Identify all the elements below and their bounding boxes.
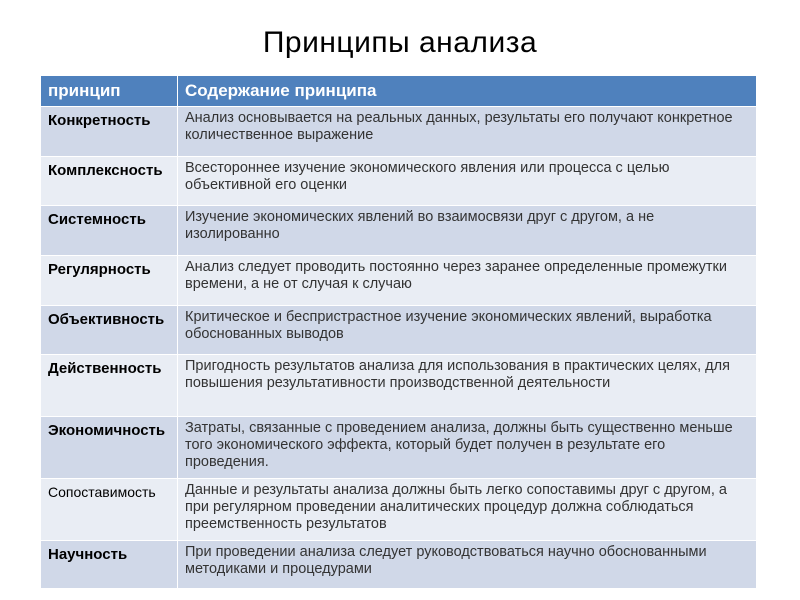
table-row — [41, 355, 757, 417]
table-row — [41, 256, 757, 306]
column-header-content: Содержание принципа — [178, 76, 757, 107]
principle-cell: Системность — [41, 206, 178, 256]
principle-cell: Комплексность — [41, 157, 178, 206]
table-row — [41, 157, 757, 206]
content-cell: При проведении анализа следует руководствоваться научно обоснованными методиками и процедурами — [178, 541, 757, 589]
page-title: Принципы анализа — [262, 26, 538, 59]
principle-cell: Регулярность — [41, 256, 178, 306]
column-header-principle: принцип — [41, 76, 178, 107]
principle-cell: Научность — [41, 541, 178, 589]
table-header-row — [41, 76, 757, 107]
table-row — [41, 541, 757, 589]
table-row — [41, 107, 757, 157]
table-row — [41, 417, 757, 479]
table-row — [41, 306, 757, 355]
table-row — [41, 479, 757, 541]
principles-table — [40, 75, 757, 589]
content-cell: Затраты, связанные с проведением анализа, должны быть существенно меньше того экономического эффекта, который будет получен в результате его проведения. — [178, 417, 757, 479]
content-cell: Анализ основывается на реальных данных, результаты его получают конкретное количественное выражение — [178, 107, 757, 157]
principle-cell: Объективность — [41, 306, 178, 355]
content-cell: Критическое и беспристрастное изучение экономических явлений, выработка обоснованных выводов — [178, 306, 757, 355]
principle-cell: Сопоставимость — [41, 479, 178, 541]
content-cell: Пригодность результатов анализа для использования в практических целях, для повышения результативности производственной деятельности — [178, 355, 757, 417]
table-row — [41, 206, 757, 256]
principle-cell: Действенность — [41, 355, 178, 417]
content-cell: Изучение экономических явлений во взаимосвязи друг с другом, а не изолированно — [178, 206, 757, 256]
content-cell: Данные и результаты анализа должны быть легко сопоставимы друг с другом, а при регулярном проведении аналитических процедур должна соблюдаться преемственность результатов — [178, 479, 757, 541]
principle-cell: Экономичность — [41, 417, 178, 479]
principle-cell: Конкретность — [41, 107, 178, 157]
content-cell: Всестороннее изучение экономического явления или процесса с целью объективной его оценки — [178, 157, 757, 206]
content-cell: Анализ следует проводить постоянно через заранее определенные промежутки времени, а не от случая к случаю — [178, 256, 757, 306]
